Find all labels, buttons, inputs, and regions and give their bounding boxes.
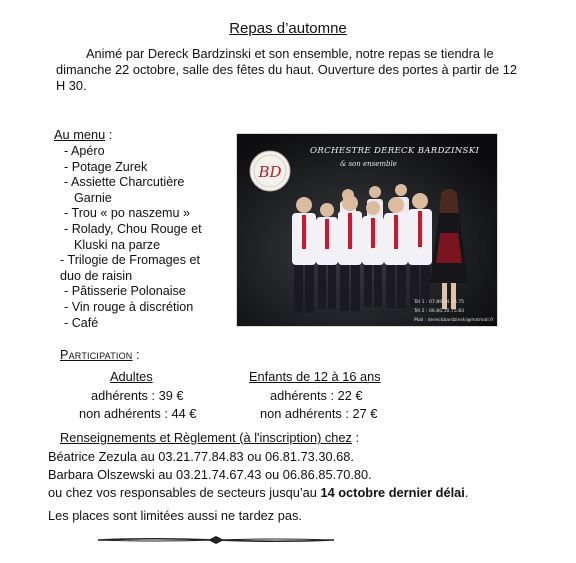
intro-paragraph: Animé par Dereck Bardzinski et son ensemble, notre repas se tiendra le dimanche 22 octobre, salle des fêtes du haut. Ouverture des portes à partir de 12 H 30. bbox=[56, 46, 517, 93]
adultes-heading: Adultes bbox=[110, 369, 153, 384]
menu-item: - Trilogie de Fromages et bbox=[60, 253, 200, 268]
renseignements-label: Renseignements et Règlement (à l'inscription) chez bbox=[60, 430, 352, 445]
participation-label: Participation bbox=[60, 348, 133, 362]
orchestra-name: ORCHESTRE DERECK BARDZINSKI bbox=[310, 146, 480, 156]
adultes-adherents-price: adhérents : 39 € bbox=[91, 388, 184, 403]
contact-line-3 bbox=[48, 485, 468, 500]
menu-item: - Apéro bbox=[64, 144, 105, 158]
menu-item: - Pâtisserie Polonaise bbox=[64, 284, 186, 299]
orchestra-photo-art bbox=[236, 133, 498, 327]
deadline-text: 14 octobre dernier délai bbox=[320, 485, 465, 500]
orchestra-photo bbox=[236, 133, 498, 327]
enfants-adherents-price: adhérents : 22 € bbox=[270, 388, 363, 403]
band-logo-icon bbox=[250, 151, 290, 191]
logo-letters: BD bbox=[258, 163, 282, 181]
renseignements-heading bbox=[60, 430, 359, 445]
enfants-non-adherents-price: non adhérents : 27 € bbox=[260, 406, 378, 421]
menu-item: Kluski na parze bbox=[74, 237, 161, 252]
menu-list bbox=[60, 144, 224, 331]
enfants-heading: Enfants de 12 à 16 ans bbox=[249, 369, 381, 384]
renseignements-colon: : bbox=[351, 430, 360, 445]
contact-line-2: Barbara Olszewski au 03.21.74.67.43 ou 06.86.85.70.80. bbox=[48, 467, 372, 482]
contact-line-3-start: ou chez vos responsables de secteurs jusqu’au bbox=[48, 485, 321, 500]
photo-tel-1: Tél 1 : 07.89.44.16.75 bbox=[414, 300, 465, 305]
menu-item: - Vin rouge à discrétion bbox=[64, 299, 194, 314]
menu-item: duo de raisin bbox=[60, 268, 133, 283]
contact-line-1: Béatrice Zezula au 03.21.77.84.83 ou 06.81.73.30.68. bbox=[48, 449, 354, 464]
closing-line: Les places sont limitées aussi ne tardez pas. bbox=[48, 508, 302, 523]
menu-item: - Café bbox=[64, 315, 99, 330]
ornamental-divider bbox=[96, 533, 336, 545]
menu-item: Garnie bbox=[74, 190, 112, 205]
participation-colon: : bbox=[132, 348, 140, 362]
participation-heading bbox=[60, 348, 140, 362]
menu-item: - Potage Zurek bbox=[64, 159, 148, 174]
photo-tel-2: Tél 2 : 06.80.10.75.83 bbox=[414, 309, 465, 314]
photo-mail: Mail : dereckbardzinski@hotmail.fr bbox=[414, 318, 494, 323]
menu-item: - Rolady, Chou Rouge et bbox=[64, 221, 202, 236]
menu-heading-label: Au menu bbox=[54, 127, 106, 142]
adultes-non-adherents-price: non adhérents : 44 € bbox=[79, 406, 197, 421]
menu-heading bbox=[54, 127, 112, 142]
orchestra-subtitle: & son ensemble bbox=[340, 160, 397, 168]
menu-item: - Assiette Charcutière bbox=[64, 175, 185, 190]
menu-item: - Trou « po naszemu » bbox=[64, 206, 191, 221]
menu-heading-colon: : bbox=[105, 127, 113, 142]
contact-line-3-end: . bbox=[464, 485, 469, 500]
document-title: Repas d’automne bbox=[229, 20, 347, 37]
